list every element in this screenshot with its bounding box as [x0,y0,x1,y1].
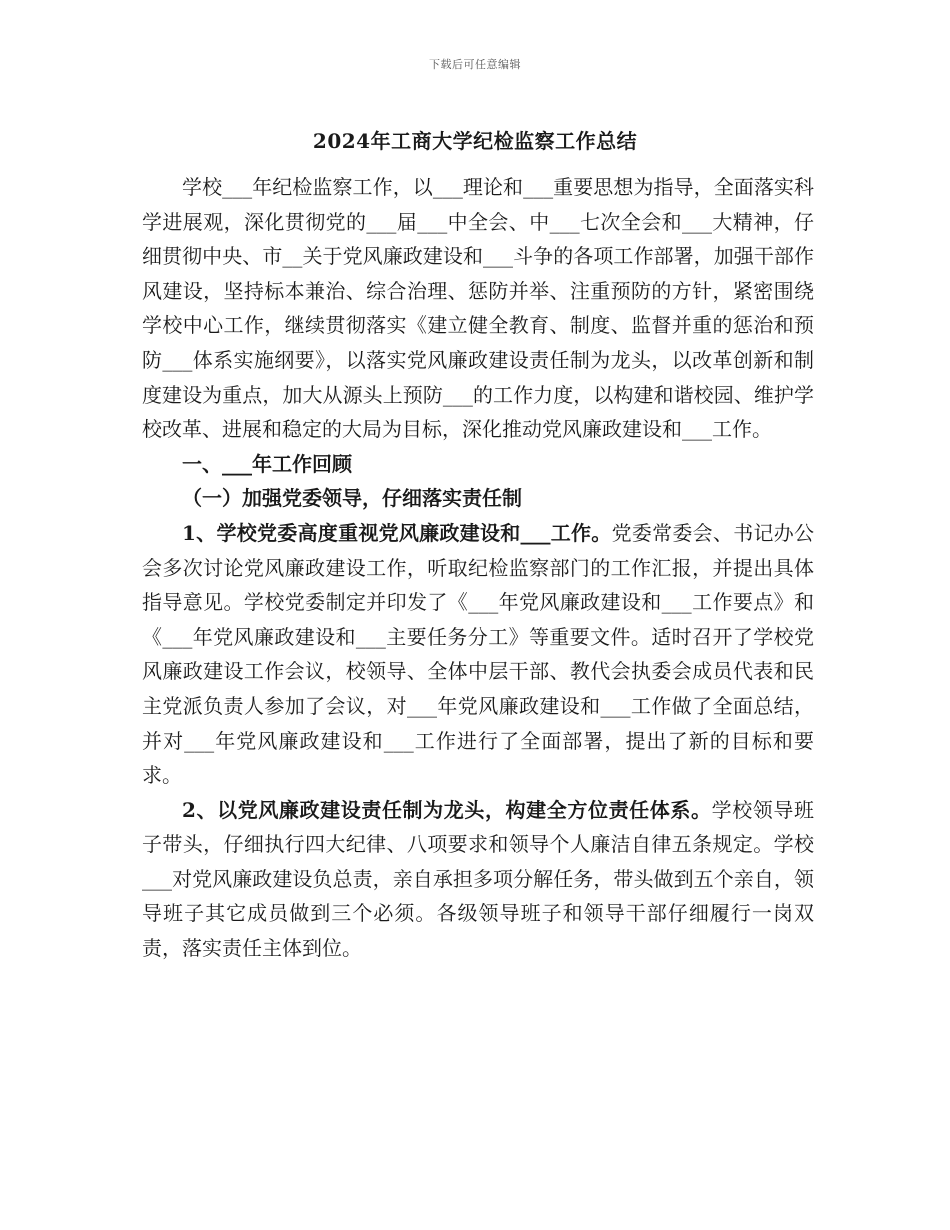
item-paragraph-1 [142,516,814,793]
download-note: 下载后可任意编辑 [429,58,521,71]
section-heading-review: 一、___年工作回顾 [182,451,352,476]
subsection-heading-party-leadership: （一）加强党委领导，仔细落实责任制 [182,486,522,511]
item-2-lead: 2、以党风廉政建设责任制为龙头，构建全方位责任体系。 [182,797,712,822]
intro-paragraph: 学校___年纪检监察工作，以___理论和___重要思想为指导，全面落实科学进展观，深化贯彻党的___届___中全会、中___七次全会和___大精神，仔细贯彻中央、市__关于党风廉政建设和___斗争的各项工作部署，加强干部作风建设，坚持标本兼治、综合治理、惩防并举、注重预防的方针，紧密围绕学校中心工作，继续贯彻落实《建立健全教育、制度、监督并重的惩治和预防___体系实施纲要》，以落实党风廉政建设责任制为龙头，以改革创新和制度建设为重点，加大从源头上预防___的工作力度，以构建和谐校园、维护学校改革、进展和稳定的大局为目标，深化推动党风廉政建设和___工作。 [142,175,814,442]
document-title: 2024年工商大学纪检监察工作总结 [312,129,638,153]
item-1-lead: 1、学校党委高度重视党风廉政建设和___工作。 [182,520,612,545]
document-body [142,170,814,966]
item-2-text: 学校领导班子带头，仔细执行四大纪律、八项要求和领导个人廉洁自律五条规定。学校___对党风廉政建设负总责，亲自承担多项分解任务，带头做到五个亲自，领导班子其它成员做到三个必须。各级领导班子和领导干部仔细履行一岗双责，落实责任主体到位。 [142,797,815,961]
item-1-text: 党委常委会、书记办公会多次讨论党风廉政建设工作，听取纪检监察部门的工作汇报，并提出具体指导意见。学校党委制定并印发了《___年党风廉政建设和___工作要点》和《___年党风廉政建设和___主要任务分工》等重要文件。适时召开了学校党风廉政建设工作会议，校领导、全体中层干部、教代会执委会成员代表和民主党派负责人参加了会议，对___年党风廉政建设和___工作做了全面总结，并对___年党风廉政建设和___工作进行了全面部署，提出了新的目标和要求。 [142,520,815,788]
item-paragraph-2 [142,793,814,966]
